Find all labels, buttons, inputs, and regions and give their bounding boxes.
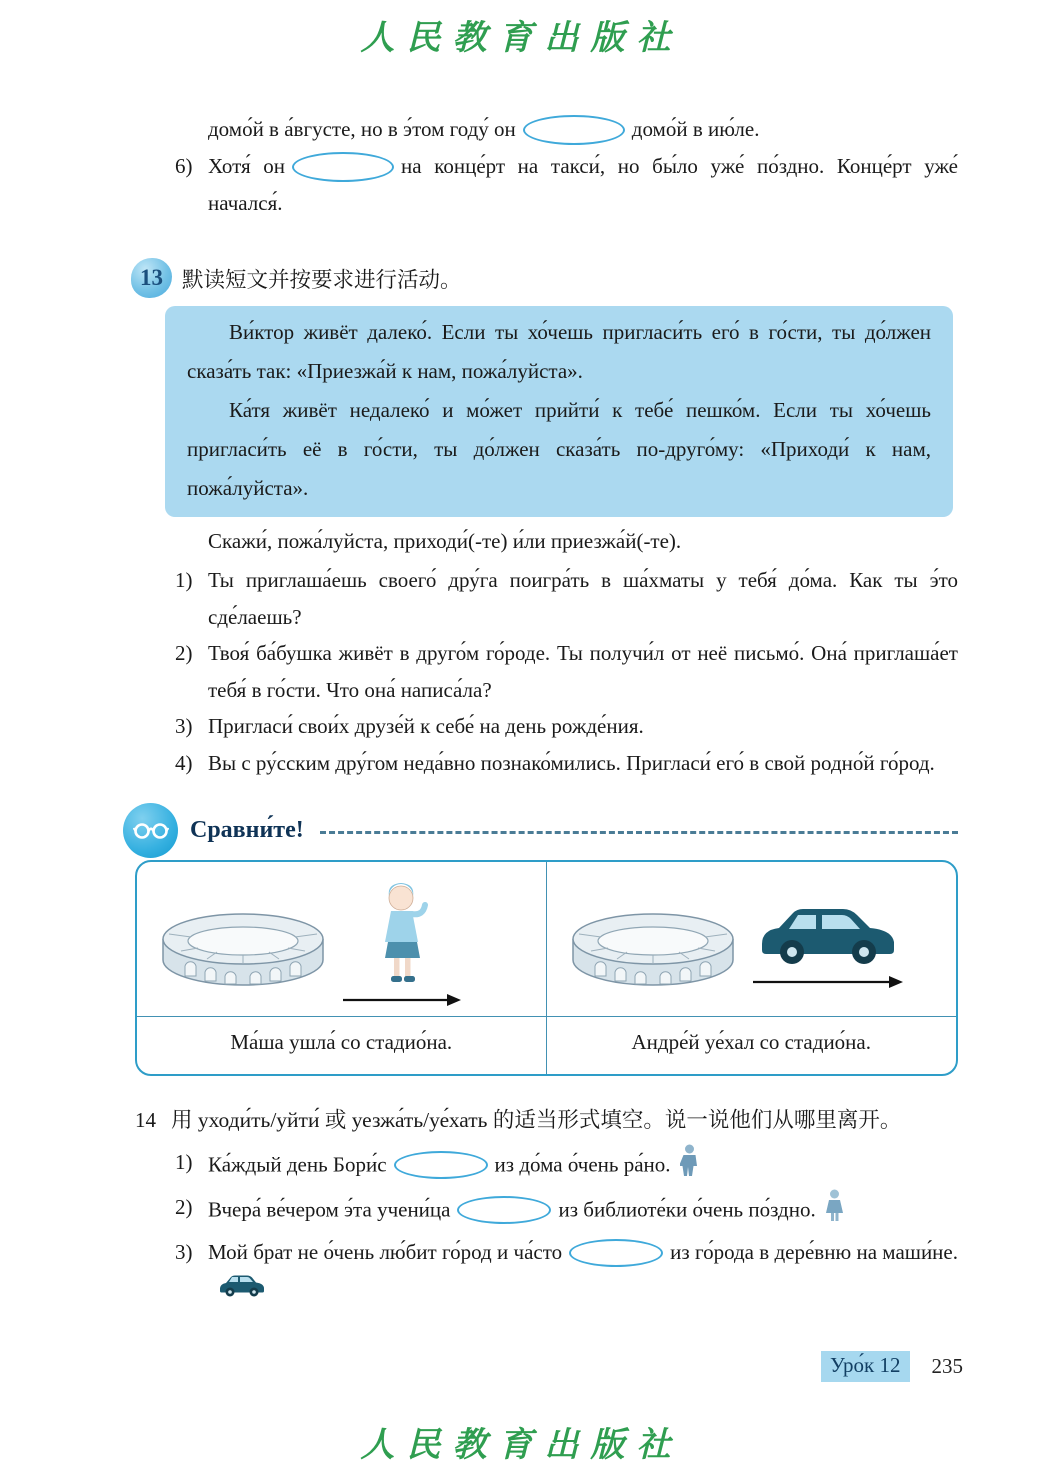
list-item xyxy=(175,1234,958,1310)
passage-paragraph-2: Ка́тя живёт недалеко́ и мо́жет прийти́ к тебе́ пешко́м. Если ты хо́чешь пригласи́ть её в го́сти, ты до́лжен сказа́ть по-друго́му: «Приходи́ к нам, пожа́луйста». xyxy=(187,398,931,500)
exercise-previous-tail xyxy=(135,111,958,222)
passage-paragraph-1: Ви́ктор живёт далеко́. Если ты хо́чешь пригласи́ть его́ в го́сти, ты до́лжен сказа́ть так: «Приезжа́й к нам, пожа́луйста». xyxy=(187,320,931,383)
item-number: 1) xyxy=(175,1150,193,1174)
item-number: 2) xyxy=(175,641,193,665)
compare-header xyxy=(123,803,958,858)
item-text-pre: Мой брат не о́чень лю́бит го́род и ча́сто xyxy=(208,1240,563,1264)
list-item xyxy=(175,1189,958,1234)
item-text-pre: Хотя́ он xyxy=(208,154,286,178)
item-text-pre: Вчера́ ве́чером э́та учени́ца xyxy=(208,1197,451,1222)
mini-car-icon xyxy=(217,1272,265,1310)
fill-in-blank[interactable] xyxy=(292,152,394,182)
item-text xyxy=(208,1144,958,1189)
stadium-icon xyxy=(157,908,329,992)
fill-in-blank[interactable] xyxy=(569,1239,663,1267)
item-text-post: на конце́рт на такси́, но бы́ло уже́ по́здно. Конце́рт уже́ начался́. xyxy=(208,154,958,215)
list-item-6 xyxy=(175,148,958,222)
list-item xyxy=(175,1144,958,1189)
publisher-logo-bottom: 人民教育出版社 xyxy=(360,1425,683,1465)
glasses-icon xyxy=(123,803,178,858)
comparison-box xyxy=(135,860,958,1076)
lesson-badge: Уро́к 12 xyxy=(821,1351,909,1382)
list-item xyxy=(175,635,958,708)
arrow-right-icon xyxy=(343,993,461,1007)
fill-in-blank[interactable] xyxy=(394,1151,488,1179)
item-number: 3) xyxy=(175,714,193,738)
item-text: Пригласи́ свои́х друзе́й к себе́ на день рожде́ния. xyxy=(208,714,644,738)
continuation-pre: домо́й в а́вгусте, но в э́том году́ он xyxy=(208,117,516,141)
item-number: 3) xyxy=(175,1240,193,1264)
compare-left-scene xyxy=(137,862,547,1017)
boy-icon xyxy=(680,1144,699,1189)
item-number: 1) xyxy=(175,568,193,592)
exercise-13-items xyxy=(135,562,958,781)
fill-in-blank[interactable] xyxy=(457,1196,551,1224)
item-number: 4) xyxy=(175,750,193,775)
page-number: 235 xyxy=(931,1354,963,1378)
list-item xyxy=(175,562,958,635)
exercise-14-items xyxy=(135,1144,958,1310)
item-text-post: из го́рода в дере́вню на маши́не. xyxy=(670,1240,958,1264)
dashed-rule xyxy=(320,831,958,834)
exercise-number: 14 xyxy=(135,1108,156,1132)
page-footer xyxy=(821,1351,963,1382)
exercise-13 xyxy=(135,258,958,781)
exercise-instruction: 用 уходи́ть/уйти́ 或 уезжа́ть/уе́хать 的适当形式填空。说一说他们从哪里离开。 xyxy=(171,1108,902,1132)
car-icon xyxy=(754,896,902,968)
glasses-glyph xyxy=(133,820,169,842)
stadium-icon xyxy=(567,908,739,992)
continuation-post: домо́й в ию́ле. xyxy=(631,117,760,141)
prompt-line: Скажи́, пожа́луйста, приходи́(-те) и́ли приезжа́й(-те). xyxy=(208,529,682,553)
compare-section xyxy=(135,803,958,1076)
compare-right-caption: Андре́й уе́хал со стадио́на. xyxy=(631,1030,871,1054)
car-group xyxy=(753,896,903,989)
exercise-13-header xyxy=(131,258,958,298)
item-text-pre: Ка́ждый день Бори́с xyxy=(208,1152,387,1177)
item-text xyxy=(208,1234,958,1310)
continuation-line xyxy=(208,111,958,148)
schoolgirl-icon xyxy=(825,1189,844,1234)
reading-passage xyxy=(165,306,953,517)
exercise-14-header xyxy=(135,1102,958,1139)
exercise-14 xyxy=(135,1102,958,1310)
arrow-right-icon xyxy=(753,975,903,989)
exercise-instruction: 默读短文并按要求进行活动。 xyxy=(182,267,462,292)
compare-left-caption: Ма́ша ушла́ со стадио́на. xyxy=(137,1017,547,1074)
exercise-number-badge xyxy=(131,258,172,298)
walking-girl-icon xyxy=(374,882,430,986)
page-content xyxy=(135,111,958,1310)
item-text: Вы с ру́сским дру́гом неда́вно познако́мились. Пригласи́ его́ в свой родно́й го́род. xyxy=(208,750,935,775)
compare-right-scene xyxy=(547,862,957,1017)
item-number: 2) xyxy=(175,1195,193,1219)
item-text-post: из библиоте́ки о́чень по́здно. xyxy=(558,1197,816,1222)
fill-in-blank[interactable] xyxy=(523,115,625,145)
walking-girl-group xyxy=(343,882,461,1007)
compare-title: Сравни́те! xyxy=(190,817,304,843)
item-text: Твоя́ ба́бушка живёт в друго́м го́роде. Ты получи́л от неё письмо́. Она́ приглаша́ет тебя́ в го́сти. Что она́ написа́ла? xyxy=(208,641,958,702)
publisher-logo-top: 人民教育出版社 xyxy=(360,18,683,58)
list-item xyxy=(175,708,958,745)
item-text-post: из до́ма о́чень ра́но. xyxy=(494,1152,671,1177)
list-item xyxy=(175,745,958,782)
item-text xyxy=(208,148,958,222)
exercise-number: 13 xyxy=(140,265,163,290)
item-text: Ты приглаша́ешь своего́ дру́га поигра́ть в ша́хматы у тебя́ до́ма. Как ты э́то сде́лаешь? xyxy=(208,568,958,629)
item-number: 6) xyxy=(175,154,193,178)
item-text xyxy=(208,1189,958,1234)
